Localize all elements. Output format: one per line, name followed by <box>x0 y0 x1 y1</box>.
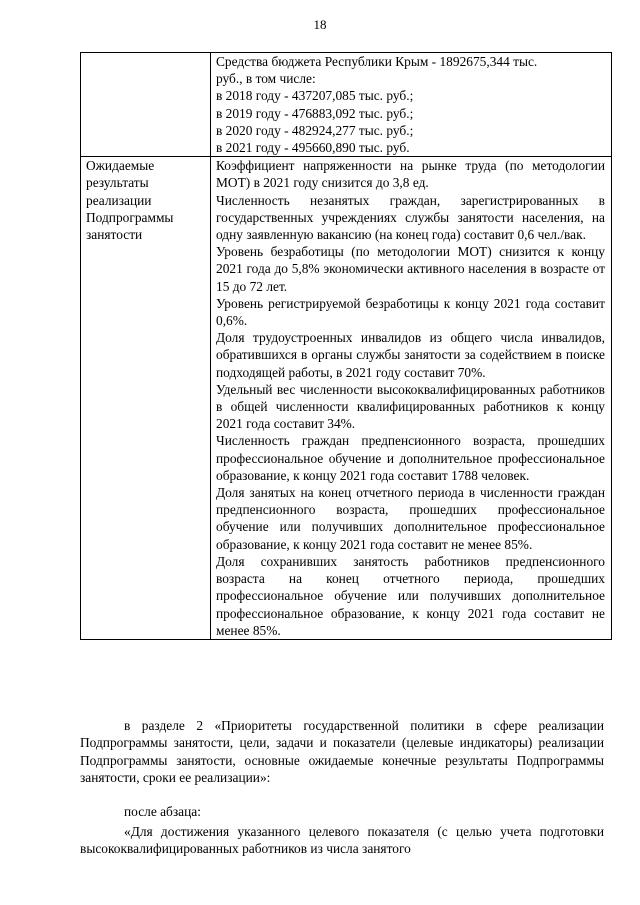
result-item: Коэффициент напряженности на рынке труда (по методологии МОТ) в 2021 году снизится до 3,8 ед. <box>216 158 605 191</box>
budget-line: Средства бюджета Республики Крым - 1892675,344 тыс. <box>216 54 538 69</box>
result-item: Уровень безработицы (по методологии МОТ) снизится к концу 2021 года до 5,8% экономически активного населения в возрасте от 15 до 72 лет. <box>216 244 605 294</box>
expected-results-cell <box>211 157 612 640</box>
budget-line: в 2020 году - 482924,277 тыс. руб.; <box>216 122 414 138</box>
section-amendment-paragraph: в разделе 2 «Приоритеты государственной политики в сфере реализации Подпрограммы занятости, цели, задачи и показатели (целевые индикаторы) реализации Подпрограммы занятости, основные ожидаемые конечные результаты Подпрограммы занятости, сроки ее реализации»: <box>80 718 604 786</box>
result-item: Доля сохранивших занятость работников предпенсионного возраста на конец отчетного периода, прошедших профессиональное обучение или получивших дополнительное профессиональное образование, к концу 2021 года составит не менее 85%. <box>216 553 605 638</box>
expected-results-label: Ожидаемые результаты реализации Подпрограммы занятости <box>81 157 211 640</box>
result-item: Численность граждан предпенсионного возраста, прошедших профессиональное обучение и дополнительное профессиональное образование, к концу 2021 года составит 1788 человек. <box>216 433 605 483</box>
result-item: Численность незанятых граждан, зарегистрированных в государственных учреждениях службы занятости населения, на одну заявленную вакансию (на конец года) составит 0,6 чел./вак. <box>216 192 605 243</box>
result-item: Удельный вес численности высококвалифицированных работников в общей численности квалифицированных работников к концу 2021 года составит 34%. <box>216 381 605 432</box>
quoted-paragraph: «Для достижения указанного целевого показателя (с целью учета подготовки высококвалифицированных работников из числа занятого <box>80 824 604 857</box>
budget-line: руб., в том числе: <box>216 71 316 87</box>
budget-row <box>81 53 612 157</box>
after-paragraph-note: после абзаца: <box>124 804 201 819</box>
result-item: Доля занятых на конец отчетного периода в численности граждан предпенсионного возраста, прошедших профессиональное обучение или получивших дополнительное профессиональное образование, к концу 2021 года составит не менее 85%. <box>216 485 605 552</box>
page-number: 18 <box>313 17 327 32</box>
subprogram-passport-table <box>80 52 612 640</box>
result-item: Доля трудоустроенных инвалидов из общего числа инвалидов, обратившихся в органы службы занятости за содействием в поиске подходящей работы, в 2021 году составит 70%. <box>216 330 605 380</box>
budget-line: в 2019 году - 476883,092 тыс. руб.; <box>216 105 414 121</box>
result-item: Уровень регистрируемой безработицы к концу 2021 года составит 0,6%. <box>216 295 605 329</box>
budget-line: в 2018 году - 437207,085 тыс. руб.; <box>216 88 414 104</box>
budget-line: в 2021 году - 495660,890 тыс. руб. <box>216 140 410 156</box>
budget-cell <box>211 53 612 157</box>
expected-results-row <box>81 157 612 640</box>
budget-label-cell <box>81 53 211 157</box>
